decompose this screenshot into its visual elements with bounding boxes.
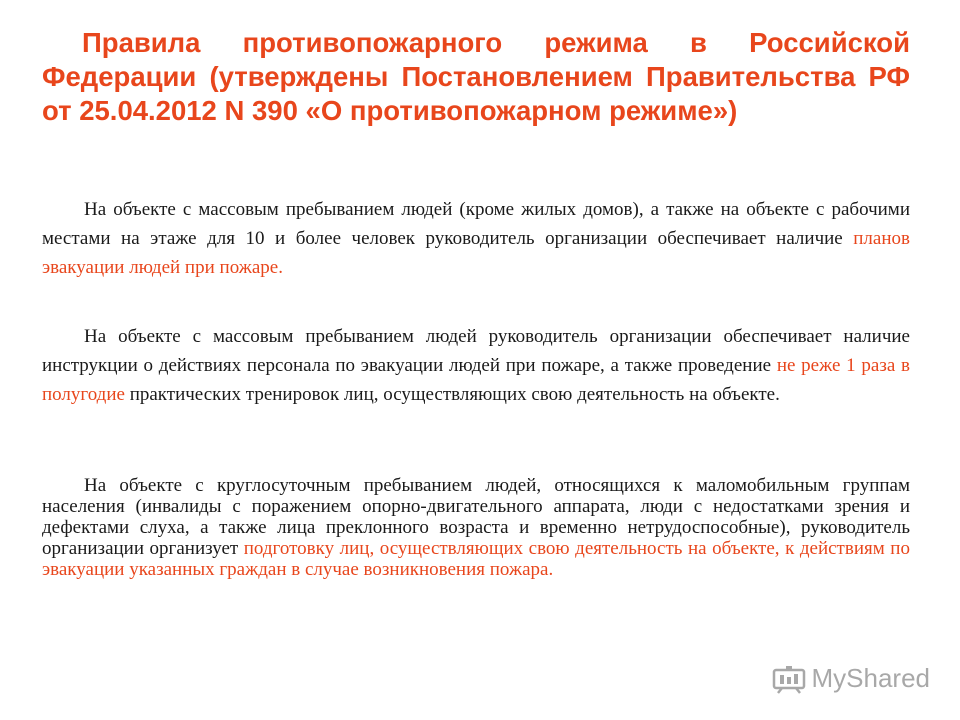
paragraph-evacuation-plans xyxy=(42,195,910,282)
paragraph-highlight: подготовку лиц, осуществляющих свою деятельность на объекте, к действиям по эвакуации указанных граждан в случае возникновения пожара. xyxy=(42,538,910,580)
watermark-text: MyShared xyxy=(811,663,930,693)
watermark-logo xyxy=(772,663,931,694)
paragraph-highlight: не реже 1 раза в полугодие xyxy=(42,355,911,405)
document-title: Правила противопожарного режима в Российской Федерации (утверждены Постановлением Правительства РФ от 25.04.2012 N 390 «О противопожарном режиме») xyxy=(42,27,910,126)
presentation-board-icon xyxy=(772,664,806,694)
paragraph-highlight: планов эвакуации людей при пожаре. xyxy=(42,228,910,278)
paragraph-text: На объекте с массовым пребыванием людей (кроме жилых домов), а также на объекте с рабочими местами на этаже для 10 и более человек руководитель организации обеспечивает наличие xyxy=(42,199,910,249)
paragraph-text-after: практических тренировок лиц, осуществляющих свою деятельность на объекте. xyxy=(124,384,780,405)
paragraph-staff-instructions xyxy=(42,322,910,409)
paragraph-text: На объекте с массовым пребыванием людей руководитель организации обеспечивает наличие инструкции о действиях персонала по эвакуации людей при пожаре, а также проведение xyxy=(42,326,910,376)
paragraph-text: На объекте с круглосуточным пребыванием людей, относящихся к маломобильным группам населения (инвалиды с поражением опорно-двигательного аппарата, люди с недостатками зрения и дефектами слуха, а также лица преклонного возраста и временно нетрудоспособные), руководитель организации организует xyxy=(42,475,910,559)
paragraph-limited-mobility xyxy=(42,475,910,580)
